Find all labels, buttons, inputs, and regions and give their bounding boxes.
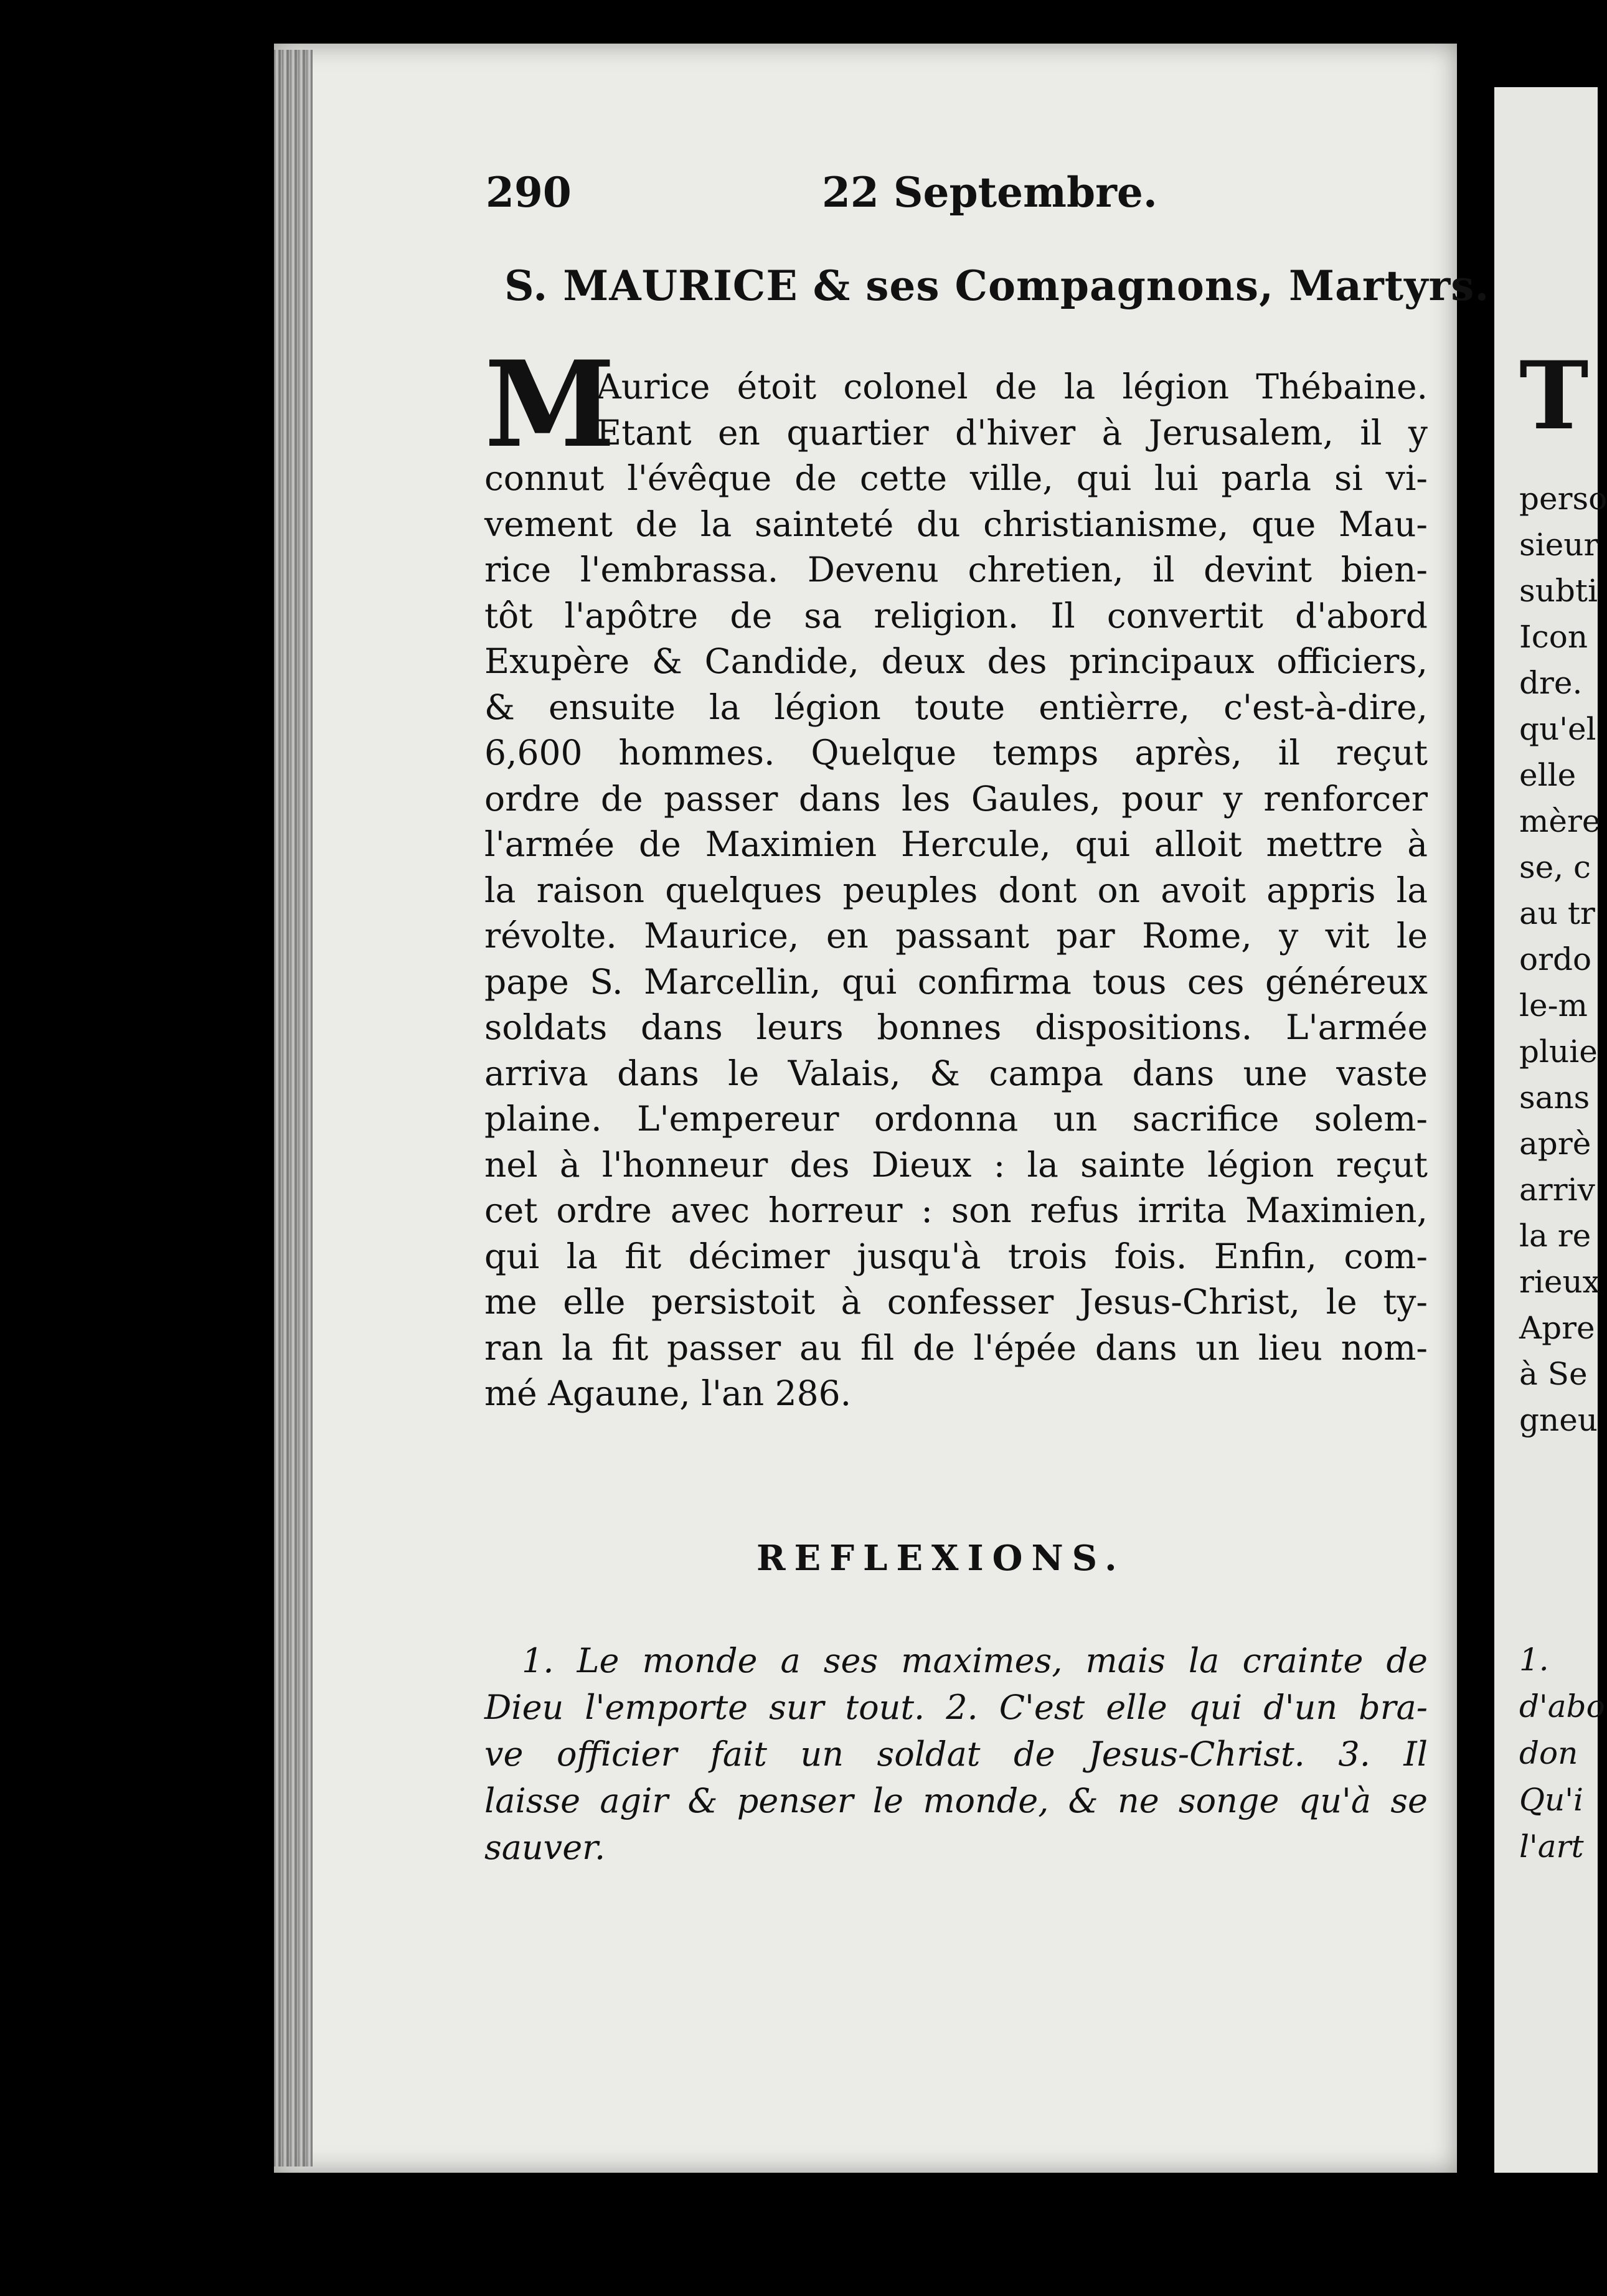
body-line: tôt l'apôtre de sa religion. Il convertit d'abord xyxy=(484,595,1428,636)
facing-line: dre. xyxy=(1519,665,1583,701)
body-line: 6,600 hommes. Quelque temps après, il reçut xyxy=(484,733,1428,773)
book-gutter xyxy=(1457,37,1494,2179)
body-line: mé Agaune, l'an 286. xyxy=(484,1373,852,1413)
body-line: nel à l'honneur des Dieux : la sainte légion reçut xyxy=(484,1144,1428,1185)
page-edge xyxy=(274,50,313,2167)
facing-line: aprè xyxy=(1519,1126,1591,1162)
body-line: révolte. Maurice, en passant par Rome, y vit le xyxy=(484,916,1428,956)
facing-drop-cap: T xyxy=(1519,341,1589,451)
facing-line: sans xyxy=(1519,1080,1590,1116)
body-line: Etant en quartier d'hiver à Jerusalem, il y xyxy=(596,412,1428,453)
facing-line: le-m xyxy=(1519,987,1588,1023)
body-line: vement de la sainteté du christianisme, que Mau- xyxy=(484,504,1428,544)
body-line: arriva dans le Valais, & campa dans une vaste xyxy=(484,1053,1428,1093)
drop-cap: M xyxy=(484,335,616,474)
body-line: ran la fit passer au fil de l'épée dans un lieu nom- xyxy=(484,1327,1428,1368)
body-line: pape S. Marcellin, qui confirma tous ces généreux xyxy=(484,961,1428,1002)
body-line: l'armée de Maximien Hercule, qui alloit mettre à xyxy=(484,824,1428,864)
reflexions-text xyxy=(484,1637,1428,1871)
body-line: rice l'embrassa. Devenu chretien, il devint bien- xyxy=(484,550,1428,590)
facing-line: à Se xyxy=(1519,1356,1588,1392)
facing-reflexion-line: d'abo xyxy=(1519,1688,1605,1724)
running-head-date: 22 Septembre. xyxy=(822,168,1157,217)
facing-line: qu'el xyxy=(1519,711,1596,747)
reflexions-heading: REFLEXIONS. xyxy=(756,1538,1126,1579)
facing-reflexion-line: l'art xyxy=(1519,1828,1584,1865)
body-line: me elle persistoit à confesser Jesus-Christ, le ty- xyxy=(484,1282,1428,1322)
body-line: connut l'évêque de cette ville, qui lui parla si vi- xyxy=(484,458,1428,498)
body-line: Exupère & Candide, deux des principaux officiers, xyxy=(484,641,1428,681)
facing-line: la re xyxy=(1519,1218,1591,1254)
facing-line: mère xyxy=(1519,803,1601,839)
facing-line: perso xyxy=(1519,481,1607,517)
page-number: 290 xyxy=(486,168,572,217)
body-line: la raison quelques peuples dont on avoit appris la xyxy=(484,870,1428,910)
facing-line: subti xyxy=(1519,573,1598,609)
body-line: & ensuite la légion toute entièrre, c'est-à-dire, xyxy=(484,687,1428,727)
facing-line: sieur xyxy=(1519,527,1599,563)
facing-line: pluie xyxy=(1519,1033,1598,1070)
facing-line: Apre xyxy=(1519,1310,1595,1346)
reflexion-line: Dieu l'emporte sur tout. 2. C'est elle qui d'un bra- xyxy=(484,1688,1428,1727)
reflexion-line: sauver. xyxy=(484,1828,606,1867)
body-line: cet ordre avec horreur : son refus irrita Maximien, xyxy=(484,1190,1428,1230)
facing-line: ordo xyxy=(1519,941,1592,977)
facing-reflexion-line: 1. xyxy=(1519,1642,1549,1678)
facing-line: au tr xyxy=(1519,895,1595,931)
running-head xyxy=(486,168,1420,224)
body-line: ordre de passer dans les Gaules, pour y renforcer xyxy=(484,778,1428,819)
reflexion-line: ve officier fait un soldat de Jesus-Christ. 3. Il xyxy=(484,1734,1428,1774)
body-line: qui la fit décimer jusqu'à trois fois. Enfin, com- xyxy=(484,1236,1428,1276)
body-line: soldats dans leurs bonnes dispositions. L'armée xyxy=(484,1007,1428,1047)
facing-line: arriv xyxy=(1519,1172,1595,1208)
facing-line: se, c xyxy=(1519,849,1591,885)
facing-line: elle xyxy=(1519,757,1576,793)
body-text xyxy=(484,364,1428,1417)
facing-line: gneu xyxy=(1519,1402,1598,1438)
reflexion-line: 1. Le monde a ses maximes, mais la crainte de xyxy=(522,1641,1428,1680)
chapter-title: S. MAURICE & ses Compagnons, Martyrs. xyxy=(504,261,1490,310)
facing-reflexion-line: Qu'i xyxy=(1519,1782,1583,1818)
facing-line: Icon xyxy=(1519,619,1588,655)
facing-line: rieux xyxy=(1519,1264,1600,1300)
body-line: plaine. L'empereur ordonna un sacrifice solem- xyxy=(484,1099,1428,1139)
body-line: Aurice étoit colonel de la légion Thébaine. xyxy=(596,367,1428,407)
reflexion-line: laisse agir & penser le monde, & ne songe qu'à se xyxy=(484,1781,1428,1820)
facing-reflexion-line: don xyxy=(1519,1735,1578,1771)
